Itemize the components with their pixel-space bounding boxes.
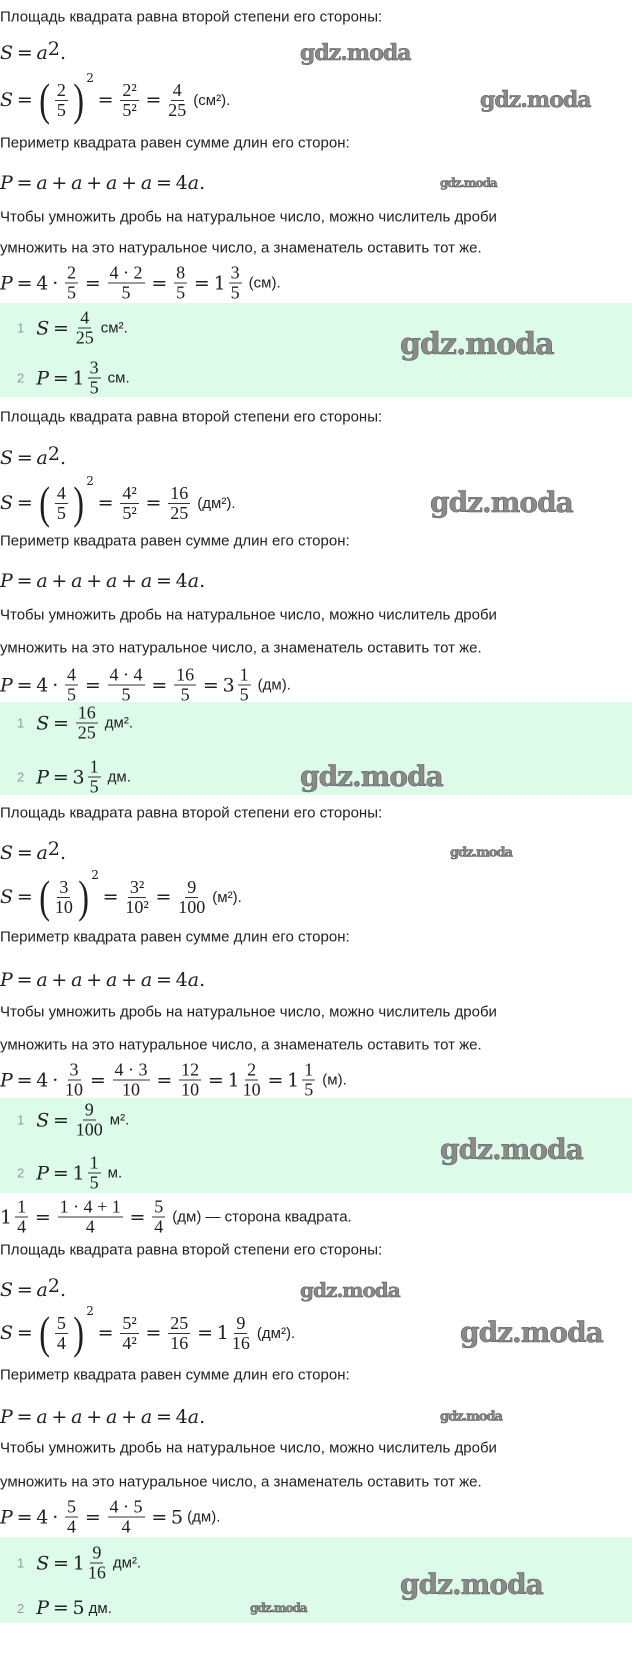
fraction	[152, 1198, 165, 1237]
numerator: 16	[77, 702, 96, 723]
unit-text: (см).	[248, 274, 281, 292]
denominator: 4	[17, 1216, 27, 1237]
fraction	[15, 1198, 28, 1237]
fraction	[229, 264, 242, 303]
numerator: 5	[154, 1196, 164, 1217]
math-text: =	[141, 492, 166, 514]
watermark-logo: gdz.moda	[440, 1133, 583, 1166]
unit-text: (дм).	[257, 676, 291, 694]
fraction	[232, 1314, 250, 1353]
numerator: 9	[84, 1099, 94, 1120]
fraction-rule-text: умножить на это натуральное число, а знаменатель оставить тот же.	[0, 239, 482, 257]
answer-number: 1	[17, 320, 25, 336]
fraction-rule-text: Чтобы умножить дробь на натуральное число, можно числитель дроби	[0, 1439, 497, 1457]
answer-number: 2	[17, 1600, 25, 1616]
watermark-logo: gdz.moda	[300, 40, 411, 66]
fraction	[55, 484, 68, 523]
answer-number: 2	[17, 370, 25, 386]
math-text: P = 4 ·	[0, 1069, 63, 1091]
fraction	[174, 264, 187, 303]
answer-item	[0, 1544, 141, 1583]
unit-text: (дм) — сторона квадрата.	[172, 1208, 352, 1226]
denominator: 10	[242, 1079, 261, 1100]
fraction	[178, 878, 205, 917]
exponent: 2	[86, 474, 94, 488]
numerator: 4 · 4	[109, 664, 143, 685]
exponent: 2	[47, 38, 60, 60]
fraction	[108, 1498, 145, 1537]
denominator: 16	[87, 1562, 106, 1583]
math-text: S =	[36, 317, 73, 339]
fraction	[243, 1061, 261, 1100]
exponent: 2	[91, 868, 99, 882]
area-formula	[0, 443, 67, 469]
watermark-logo: gdz.moda	[400, 327, 554, 362]
numerator: 2²	[122, 79, 137, 100]
answer-number: 2	[17, 1165, 25, 1181]
watermark-logo: gdz.moda	[440, 176, 497, 190]
watermark-logo: gdz.moda	[480, 87, 591, 113]
fraction-rule-text: умножить на это натуральное число, а знаменатель оставить тот же.	[0, 1036, 482, 1054]
area-rule-text: Площадь квадрата равна второй степени его стороны:	[0, 408, 383, 426]
fraction	[125, 878, 148, 917]
numerator: 1	[17, 1196, 27, 1217]
numerator: 3	[69, 1059, 79, 1080]
math-text: S =	[0, 89, 37, 111]
answer-item	[0, 1101, 129, 1140]
denominator: 4	[154, 1216, 164, 1237]
watermark-logo: gdz.moda	[440, 1409, 503, 1425]
unit-text: дм².	[104, 714, 134, 732]
math-text: P = 4 ·	[0, 272, 63, 294]
area-rule-text: Площадь квадрата равна второй степени его стороны:	[0, 1241, 383, 1259]
math-text: P = a + a + a + a = 4a.	[0, 172, 206, 194]
math-text: =	[151, 886, 176, 908]
fraction	[108, 666, 145, 705]
unit-text: (дм²).	[197, 494, 236, 512]
answer-number: 2	[17, 769, 25, 785]
numerator: 1	[239, 664, 249, 685]
fraction	[65, 264, 78, 303]
unit-text: (см²).	[193, 91, 231, 109]
denominator: 5	[67, 684, 77, 705]
math-text: = 1	[204, 1069, 240, 1091]
math-text: 1	[0, 1206, 13, 1228]
math-text: .	[59, 42, 67, 64]
math-text: S =	[0, 492, 37, 514]
denominator: 16	[231, 1332, 250, 1353]
math-text: P = 4 ·	[0, 674, 63, 696]
fraction-rule-text: умножить на это натуральное число, а знаменатель оставить тот же.	[0, 639, 482, 657]
area-calculation	[0, 868, 242, 922]
math-text: .	[59, 447, 67, 469]
perimeter-formula	[0, 172, 205, 194]
numerator: 4 · 5	[109, 1496, 143, 1517]
numerator: 2	[247, 1059, 257, 1080]
perimeter-formula	[0, 969, 205, 991]
fraction	[120, 484, 138, 523]
math-text: =	[81, 1506, 105, 1528]
unit-text: (дм).	[187, 1508, 221, 1526]
math-text: =	[141, 89, 166, 111]
math-text: P = a + a + a + a = 4a.	[0, 570, 206, 592]
exponent: 2	[86, 1304, 94, 1318]
denominator: 5	[67, 282, 77, 303]
math-text: =	[152, 1069, 177, 1091]
watermark-logo: gdz.moda	[400, 1568, 543, 1601]
denominator: 5²	[122, 502, 137, 523]
perimeter-formula	[0, 1406, 205, 1428]
denominator: 5	[176, 282, 186, 303]
denominator: 5	[89, 377, 99, 398]
denominator: 4	[85, 1216, 95, 1237]
unit-text: см².	[100, 319, 128, 337]
denominator: 5	[239, 684, 249, 705]
area-calculation	[0, 71, 231, 125]
numerator: 8	[176, 262, 186, 283]
math-text: P = a + a + a + a = 4a.	[0, 1406, 206, 1428]
answer-number: 1	[17, 1555, 25, 1571]
side-length-calculation	[0, 1198, 352, 1237]
unit-text: (дм²).	[256, 1324, 296, 1342]
fraction	[65, 666, 78, 705]
denominator: 25	[77, 722, 96, 743]
perimeter-formula	[0, 570, 205, 592]
math-text: S =	[0, 886, 37, 908]
right-parenthesis: )	[73, 1307, 84, 1358]
math-text: P = 1	[36, 367, 85, 389]
watermark-logo: gdz.moda	[250, 1601, 307, 1615]
right-parenthesis: )	[73, 74, 84, 125]
numerator: 9	[187, 876, 197, 897]
denominator: 5²	[122, 99, 137, 120]
fraction	[88, 1544, 106, 1583]
math-text: =	[93, 492, 118, 514]
area-rule-text: Площадь квадрата равна второй степени его стороны:	[0, 804, 383, 822]
unit-text: см.	[107, 369, 130, 387]
exponent: 2	[47, 1275, 60, 1297]
perimeter-rule-text: Периметр квадрата равен сумме длин его сторон:	[0, 928, 350, 946]
math-text: P = 5	[36, 1597, 85, 1619]
fraction	[168, 1314, 190, 1353]
area-rule-text: Площадь квадрата равна второй степени его стороны:	[0, 8, 383, 26]
numerator: 1	[304, 1059, 314, 1080]
watermark-logo: gdz.moda	[300, 1278, 400, 1302]
math-text: S =	[36, 1109, 73, 1131]
area-formula	[0, 1275, 67, 1301]
numerator: 5	[56, 1312, 66, 1333]
fraction	[88, 359, 101, 398]
perimeter-rule-text: Периметр квадрата равен сумме длин его сторон:	[0, 532, 350, 550]
perimeter-calculation	[0, 1498, 220, 1537]
math-text: S =	[36, 712, 73, 734]
watermark-logo: gdz.moda	[460, 1316, 603, 1349]
denominator: 5	[89, 1172, 99, 1193]
right-parenthesis: )	[73, 477, 84, 528]
denominator: 10	[122, 1079, 141, 1100]
math-text: = 3	[199, 674, 235, 696]
fraction-rule-text: Чтобы умножить дробь на натуральное число, можно числитель дроби	[0, 606, 497, 624]
numerator: 9	[92, 1542, 102, 1563]
math-text: = 1	[193, 1322, 229, 1344]
fraction	[65, 1498, 78, 1537]
math-text: =	[125, 1206, 150, 1228]
answer-item	[0, 1597, 112, 1619]
unit-text: (м).	[322, 1071, 347, 1089]
answer-item	[0, 359, 130, 398]
exponent: 2	[47, 443, 60, 465]
denominator: 10	[181, 1079, 200, 1100]
unit-text: (м²).	[212, 888, 242, 906]
math-text: =	[93, 1322, 118, 1344]
fraction	[168, 484, 190, 523]
math-text: =	[98, 886, 123, 908]
numerator: 4 · 2	[109, 262, 143, 283]
math-text: =	[81, 272, 105, 294]
area-calculation	[0, 474, 236, 528]
fraction	[120, 1314, 138, 1353]
math-text: S = a	[0, 842, 48, 864]
fraction	[55, 878, 73, 917]
fraction	[238, 666, 251, 705]
math-text: P = 1	[36, 1162, 85, 1184]
denominator: 100	[75, 1119, 103, 1140]
fraction	[88, 1154, 101, 1193]
unit-text: м².	[109, 1111, 130, 1129]
numerator: 5	[67, 1496, 77, 1517]
numerator: 4	[172, 79, 182, 100]
unit-text: м.	[107, 1164, 123, 1182]
unit-text: дм².	[112, 1554, 142, 1572]
math-text: P = 3	[36, 766, 85, 788]
math-text: =	[93, 89, 118, 111]
numerator: 4	[67, 664, 77, 685]
fraction	[88, 758, 101, 797]
math-text: S = 1	[36, 1552, 85, 1574]
exponent: 2	[86, 71, 94, 85]
math-text: S =	[0, 1322, 37, 1344]
answer-number: 1	[17, 715, 25, 731]
watermark-logo: gdz.moda	[450, 845, 513, 861]
exponent: 2	[47, 838, 60, 860]
denominator: 10	[54, 896, 73, 917]
unit-text: дм.	[107, 768, 131, 786]
perimeter-calculation	[0, 666, 291, 705]
math-text: =	[141, 1322, 166, 1344]
math-text: .	[59, 842, 67, 864]
answer-item	[0, 1154, 122, 1193]
perimeter-rule-text: Периметр квадрата равен сумме длин его сторон:	[0, 134, 350, 152]
numerator: 9	[236, 1312, 246, 1333]
math-text: =	[147, 272, 172, 294]
math-text: S = a	[0, 1279, 48, 1301]
denominator: 16	[170, 1332, 189, 1353]
numerator: 1	[89, 756, 99, 777]
numerator: 4	[80, 307, 90, 328]
fraction	[76, 309, 94, 348]
numerator: 16	[176, 664, 195, 685]
right-parenthesis: )	[78, 871, 89, 922]
numerator: 3²	[129, 876, 145, 897]
denominator: 4²	[122, 1332, 137, 1353]
answer-item	[0, 309, 128, 348]
fraction	[302, 1061, 315, 1100]
perimeter-rule-text: Периметр квадрата равен сумме длин его сторон:	[0, 1366, 350, 1384]
area-calculation	[0, 1304, 296, 1358]
math-text: = 1	[190, 272, 226, 294]
fraction	[174, 666, 196, 705]
denominator: 5	[121, 684, 131, 705]
numerator: 16	[170, 482, 189, 503]
fraction	[179, 1061, 201, 1100]
answer-item	[0, 704, 133, 743]
answer-number: 1	[17, 1112, 25, 1128]
denominator: 25	[170, 502, 189, 523]
fraction	[108, 264, 145, 303]
perimeter-calculation	[0, 1061, 347, 1100]
fraction	[65, 1061, 83, 1100]
denominator: 100	[178, 896, 206, 917]
area-formula	[0, 838, 67, 864]
area-formula	[0, 38, 67, 64]
math-text: =	[86, 1069, 110, 1091]
math-text: = 5	[147, 1506, 184, 1528]
numerator: 12	[181, 1059, 200, 1080]
numerator: 4²	[122, 482, 137, 503]
fraction	[58, 1198, 123, 1237]
denominator: 25	[75, 327, 94, 348]
numerator: 5²	[122, 1312, 137, 1333]
numerator: 4	[56, 482, 66, 503]
numerator: 3	[89, 357, 99, 378]
fraction	[76, 704, 98, 743]
math-text: P = 4 ·	[0, 1506, 63, 1528]
numerator: 2	[56, 79, 66, 100]
denominator: 4	[121, 1516, 131, 1537]
denominator: 10²	[125, 896, 149, 917]
denominator: 5	[180, 684, 190, 705]
denominator: 5	[56, 502, 66, 523]
math-text: S = a	[0, 42, 48, 64]
denominator: 5	[230, 282, 240, 303]
math-text: .	[59, 1279, 67, 1301]
numerator: 1 · 4 + 1	[59, 1196, 121, 1217]
watermark-logo: gdz.moda	[430, 486, 573, 519]
numerator: 1	[89, 1152, 99, 1173]
numerator: 4 · 3	[114, 1059, 148, 1080]
numerator: 25	[170, 1312, 189, 1333]
denominator: 10	[65, 1079, 84, 1100]
numerator: 2	[67, 262, 77, 283]
denominator: 5	[89, 776, 99, 797]
left-parenthesis: (	[38, 74, 50, 125]
denominator: 4	[56, 1332, 66, 1353]
denominator: 25	[168, 99, 187, 120]
unit-text: дм.	[88, 1599, 112, 1617]
fraction	[76, 1101, 103, 1140]
fraction-rule-text: Чтобы умножить дробь на натуральное число, можно числитель дроби	[0, 1003, 497, 1021]
fraction-rule-text: умножить на это натуральное число, а знаменатель оставить тот же.	[0, 1473, 482, 1491]
fraction	[120, 81, 138, 120]
left-parenthesis: (	[38, 1307, 50, 1358]
math-text: = 1	[263, 1069, 300, 1091]
math-text: S = a	[0, 447, 48, 469]
denominator: 4	[67, 1516, 77, 1537]
fraction	[113, 1061, 150, 1100]
left-parenthesis: (	[38, 477, 50, 528]
fraction	[168, 81, 186, 120]
numerator: 3	[230, 262, 240, 283]
denominator: 5	[121, 282, 131, 303]
math-text: =	[147, 674, 172, 696]
fraction-rule-text: Чтобы умножить дробь на натуральное число, можно числитель дроби	[0, 208, 497, 226]
math-text: =	[31, 1206, 55, 1228]
answer-item	[0, 758, 131, 797]
math-text: =	[81, 674, 105, 696]
denominator: 5	[56, 99, 66, 120]
left-parenthesis: (	[38, 871, 50, 922]
watermark-logo: gdz.moda	[300, 760, 443, 793]
perimeter-calculation	[0, 264, 281, 303]
fraction	[55, 81, 68, 120]
denominator: 5	[304, 1079, 314, 1100]
numerator: 3	[59, 876, 69, 897]
fraction	[55, 1314, 68, 1353]
math-text: P = a + a + a + a = 4a.	[0, 969, 206, 991]
